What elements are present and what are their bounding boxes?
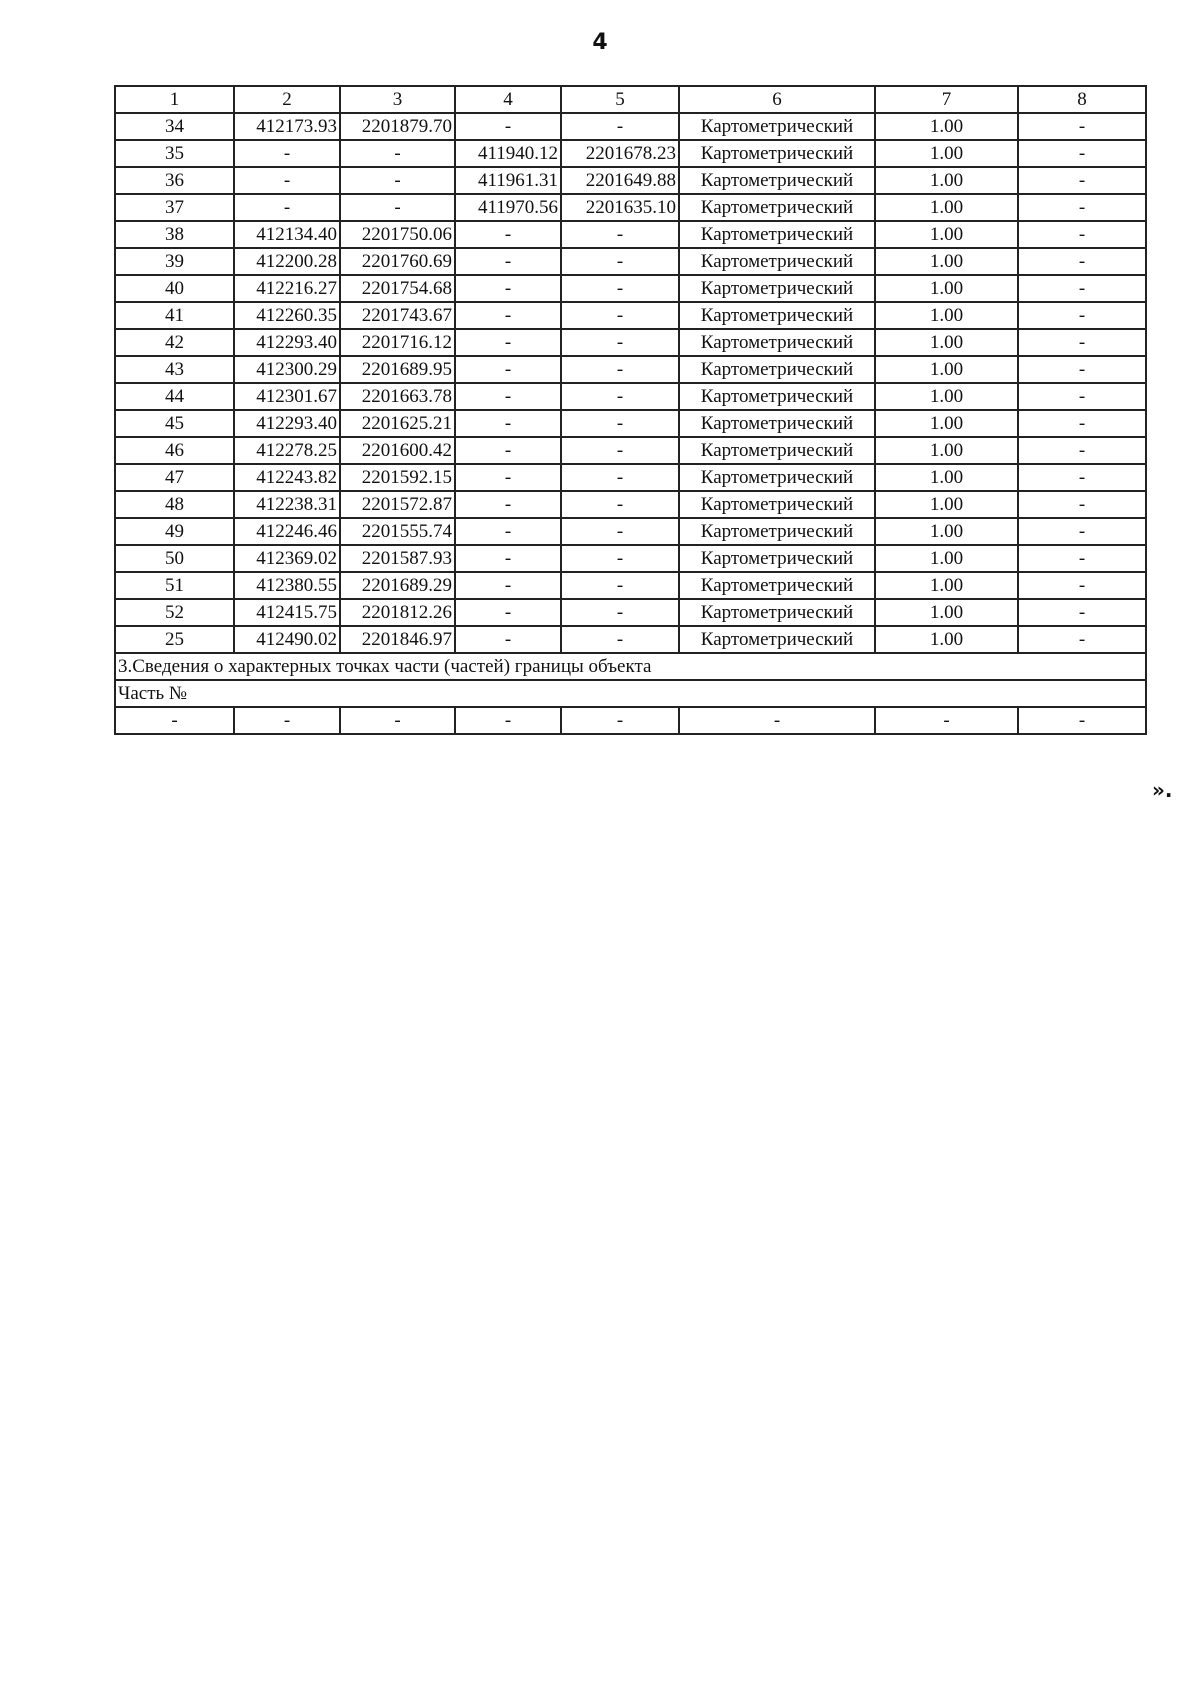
x-coord-cell: 412238.31 (234, 491, 340, 518)
x-new-cell: - (455, 383, 561, 410)
method-cell: Картометрический (679, 356, 875, 383)
description-cell: - (1018, 194, 1146, 221)
x-coord-cell: 412301.67 (234, 383, 340, 410)
description-cell: - (1018, 275, 1146, 302)
point-number-cell: 38 (115, 221, 234, 248)
method-cell: Картометрический (679, 221, 875, 248)
x-coord-cell: 412293.40 (234, 329, 340, 356)
accuracy-cell: 1.00 (875, 626, 1018, 653)
point-number-cell: 51 (115, 572, 234, 599)
accuracy-cell: 1.00 (875, 194, 1018, 221)
point-number-cell: 48 (115, 491, 234, 518)
y-coord-cell: 2201846.97 (340, 626, 455, 653)
point-number-cell: 36 (115, 167, 234, 194)
x-new-cell: - (455, 545, 561, 572)
x-coord-cell: 412134.40 (234, 221, 340, 248)
accuracy-cell: 1.00 (875, 383, 1018, 410)
y-coord-cell: 2201592.15 (340, 464, 455, 491)
x-new-cell: - (455, 572, 561, 599)
empty-cell: - (455, 707, 561, 734)
x-new-cell: - (455, 221, 561, 248)
accuracy-cell: 1.00 (875, 464, 1018, 491)
point-number-cell: 43 (115, 356, 234, 383)
y-new-cell: 2201678.23 (561, 140, 679, 167)
header-cell: 1 (115, 86, 234, 113)
point-number-cell: 34 (115, 113, 234, 140)
point-number-cell: 37 (115, 194, 234, 221)
y-coord-cell: 2201743.67 (340, 302, 455, 329)
y-coord-cell: 2201716.12 (340, 329, 455, 356)
table-row (115, 221, 1146, 248)
part-label: Часть № (115, 680, 1146, 707)
y-coord-cell: 2201760.69 (340, 248, 455, 275)
empty-cell: - (234, 707, 340, 734)
description-cell: - (1018, 329, 1146, 356)
description-cell: - (1018, 383, 1146, 410)
point-number-cell: 46 (115, 437, 234, 464)
table-row (115, 302, 1146, 329)
x-new-cell: 411970.56 (455, 194, 561, 221)
x-new-cell: - (455, 275, 561, 302)
table-row (115, 599, 1146, 626)
y-coord-cell: 2201879.70 (340, 113, 455, 140)
header-cell: 4 (455, 86, 561, 113)
description-cell: - (1018, 248, 1146, 275)
y-new-cell: - (561, 410, 679, 437)
empty-cell: - (1018, 707, 1146, 734)
x-new-cell: - (455, 302, 561, 329)
empty-cell: - (115, 707, 234, 734)
table-row (115, 383, 1146, 410)
accuracy-cell: 1.00 (875, 572, 1018, 599)
method-cell: Картометрический (679, 518, 875, 545)
y-coord-cell: 2201812.26 (340, 599, 455, 626)
table-row (115, 545, 1146, 572)
y-coord-cell: - (340, 167, 455, 194)
y-new-cell: - (561, 491, 679, 518)
description-cell: - (1018, 356, 1146, 383)
header-cell: 7 (875, 86, 1018, 113)
x-new-cell: - (455, 248, 561, 275)
y-new-cell: - (561, 518, 679, 545)
method-cell: Картометрический (679, 410, 875, 437)
table-row (115, 356, 1146, 383)
description-cell: - (1018, 572, 1146, 599)
method-cell: Картометрический (679, 437, 875, 464)
description-cell: - (1018, 599, 1146, 626)
empty-cell: - (679, 707, 875, 734)
x-new-cell: - (455, 599, 561, 626)
method-cell: Картометрический (679, 167, 875, 194)
y-coord-cell: 2201555.74 (340, 518, 455, 545)
y-coord-cell: 2201750.06 (340, 221, 455, 248)
x-coord-cell: 412300.29 (234, 356, 340, 383)
y-new-cell: - (561, 302, 679, 329)
x-new-cell: - (455, 437, 561, 464)
x-new-cell: - (455, 491, 561, 518)
method-cell: Картометрический (679, 113, 875, 140)
method-cell: Картометрический (679, 329, 875, 356)
x-new-cell: - (455, 626, 561, 653)
empty-part-row (115, 707, 1146, 734)
accuracy-cell: 1.00 (875, 302, 1018, 329)
description-cell: - (1018, 113, 1146, 140)
y-new-cell: - (561, 626, 679, 653)
method-cell: Картометрический (679, 194, 875, 221)
x-coord-cell: 412173.93 (234, 113, 340, 140)
description-cell: - (1018, 221, 1146, 248)
accuracy-cell: 1.00 (875, 437, 1018, 464)
y-coord-cell: 2201663.78 (340, 383, 455, 410)
empty-cell: - (561, 707, 679, 734)
description-cell: - (1018, 626, 1146, 653)
header-cell: 6 (679, 86, 875, 113)
y-coord-cell: 2201625.21 (340, 410, 455, 437)
x-coord-cell: 412369.02 (234, 545, 340, 572)
table-row (115, 329, 1146, 356)
method-cell: Картометрический (679, 626, 875, 653)
y-new-cell: - (561, 113, 679, 140)
table-row (115, 491, 1146, 518)
x-coord-cell: 412415.75 (234, 599, 340, 626)
y-new-cell: - (561, 464, 679, 491)
accuracy-cell: 1.00 (875, 329, 1018, 356)
accuracy-cell: 1.00 (875, 140, 1018, 167)
x-coord-cell: - (234, 194, 340, 221)
x-coord-cell: 412246.46 (234, 518, 340, 545)
x-coord-cell: 412278.25 (234, 437, 340, 464)
y-new-cell: - (561, 545, 679, 572)
header-row (115, 86, 1146, 113)
y-new-cell: 2201649.88 (561, 167, 679, 194)
accuracy-cell: 1.00 (875, 167, 1018, 194)
table-row (115, 167, 1146, 194)
y-coord-cell: 2201754.68 (340, 275, 455, 302)
table-row (115, 518, 1146, 545)
x-coord-cell: 412200.28 (234, 248, 340, 275)
accuracy-cell: 1.00 (875, 356, 1018, 383)
y-new-cell: - (561, 599, 679, 626)
x-new-cell: - (455, 113, 561, 140)
accuracy-cell: 1.00 (875, 518, 1018, 545)
method-cell: Картометрический (679, 275, 875, 302)
point-number-cell: 52 (115, 599, 234, 626)
method-cell: Картометрический (679, 545, 875, 572)
table-row (115, 113, 1146, 140)
method-cell: Картометрический (679, 491, 875, 518)
empty-cell: - (875, 707, 1018, 734)
point-number-cell: 35 (115, 140, 234, 167)
table-row (115, 464, 1146, 491)
point-number-cell: 49 (115, 518, 234, 545)
table-row (115, 572, 1146, 599)
y-coord-cell: 2201689.95 (340, 356, 455, 383)
x-new-cell: - (455, 464, 561, 491)
point-number-cell: 44 (115, 383, 234, 410)
description-cell: - (1018, 410, 1146, 437)
table-row (115, 140, 1146, 167)
y-new-cell: 2201635.10 (561, 194, 679, 221)
y-coord-cell: 2201587.93 (340, 545, 455, 572)
y-coord-cell: 2201572.87 (340, 491, 455, 518)
x-coord-cell: - (234, 140, 340, 167)
y-new-cell: - (561, 329, 679, 356)
method-cell: Картометрический (679, 383, 875, 410)
accuracy-cell: 1.00 (875, 599, 1018, 626)
y-coord-cell: 2201689.29 (340, 572, 455, 599)
x-coord-cell: 412216.27 (234, 275, 340, 302)
x-coord-cell: 412490.02 (234, 626, 340, 653)
accuracy-cell: 1.00 (875, 275, 1018, 302)
y-new-cell: - (561, 248, 679, 275)
y-coord-cell: - (340, 194, 455, 221)
table-body (115, 86, 1146, 734)
x-coord-cell: - (234, 167, 340, 194)
point-number-cell: 50 (115, 545, 234, 572)
description-cell: - (1018, 437, 1146, 464)
table-row (115, 194, 1146, 221)
table-row (115, 410, 1146, 437)
point-number-cell: 47 (115, 464, 234, 491)
part-label-row (115, 680, 1146, 707)
description-cell: - (1018, 518, 1146, 545)
description-cell: - (1018, 491, 1146, 518)
header-cell: 5 (561, 86, 679, 113)
point-number-cell: 25 (115, 626, 234, 653)
point-number-cell: 45 (115, 410, 234, 437)
empty-cell: - (340, 707, 455, 734)
x-new-cell: 411961.31 (455, 167, 561, 194)
page-number: 4 (592, 30, 608, 55)
description-cell: - (1018, 140, 1146, 167)
description-cell: - (1018, 167, 1146, 194)
method-cell: Картометрический (679, 464, 875, 491)
closing-quote: ». (1152, 778, 1173, 802)
y-coord-cell: 2201600.42 (340, 437, 455, 464)
y-new-cell: - (561, 356, 679, 383)
table-row (115, 626, 1146, 653)
table-row (115, 437, 1146, 464)
accuracy-cell: 1.00 (875, 248, 1018, 275)
x-coord-cell: 412243.82 (234, 464, 340, 491)
header-cell: 8 (1018, 86, 1146, 113)
method-cell: Картометрический (679, 572, 875, 599)
x-coord-cell: 412380.55 (234, 572, 340, 599)
x-new-cell: - (455, 518, 561, 545)
accuracy-cell: 1.00 (875, 113, 1018, 140)
x-coord-cell: 412260.35 (234, 302, 340, 329)
y-new-cell: - (561, 383, 679, 410)
section-title: 3.Сведения о характерных точках части (частей) границы объекта (115, 653, 1146, 680)
y-new-cell: - (561, 275, 679, 302)
table-row (115, 248, 1146, 275)
y-new-cell: - (561, 437, 679, 464)
point-number-cell: 42 (115, 329, 234, 356)
description-cell: - (1018, 464, 1146, 491)
accuracy-cell: 1.00 (875, 221, 1018, 248)
x-new-cell: - (455, 410, 561, 437)
description-cell: - (1018, 545, 1146, 572)
y-new-cell: - (561, 221, 679, 248)
table-row (115, 275, 1146, 302)
description-cell: - (1018, 302, 1146, 329)
point-number-cell: 40 (115, 275, 234, 302)
accuracy-cell: 1.00 (875, 545, 1018, 572)
header-cell: 2 (234, 86, 340, 113)
method-cell: Картометрический (679, 302, 875, 329)
y-coord-cell: - (340, 140, 455, 167)
method-cell: Картометрический (679, 140, 875, 167)
point-number-cell: 39 (115, 248, 234, 275)
header-cell: 3 (340, 86, 455, 113)
accuracy-cell: 1.00 (875, 410, 1018, 437)
x-coord-cell: 412293.40 (234, 410, 340, 437)
section-title-row (115, 653, 1146, 680)
x-new-cell: 411940.12 (455, 140, 561, 167)
y-new-cell: - (561, 572, 679, 599)
method-cell: Картометрический (679, 599, 875, 626)
x-new-cell: - (455, 329, 561, 356)
point-number-cell: 41 (115, 302, 234, 329)
accuracy-cell: 1.00 (875, 491, 1018, 518)
method-cell: Картометрический (679, 248, 875, 275)
coordinates-table (114, 85, 1147, 735)
x-new-cell: - (455, 356, 561, 383)
